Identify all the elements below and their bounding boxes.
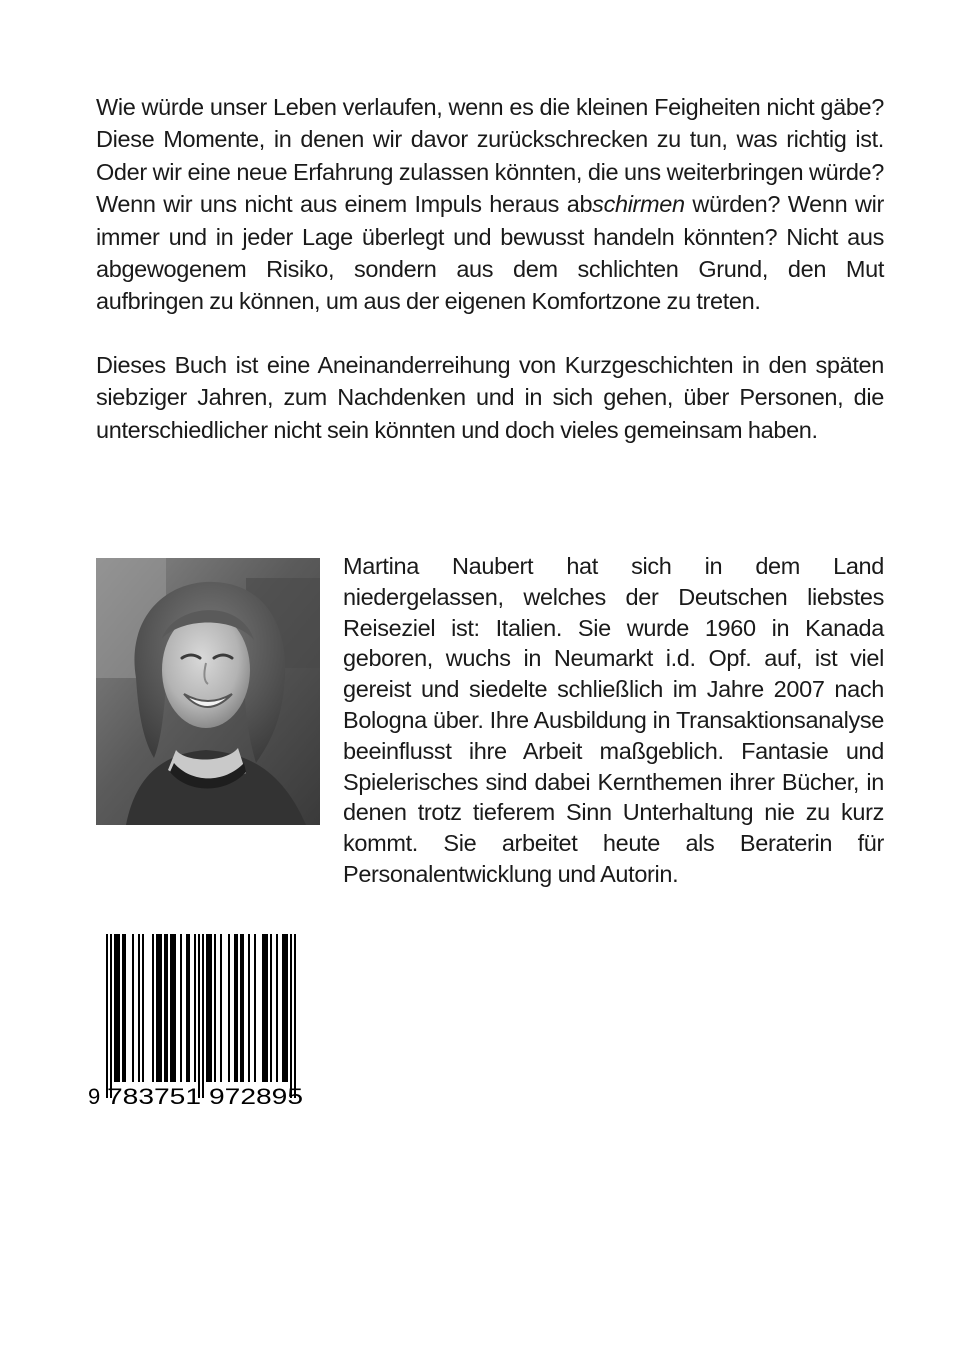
barcode-bar	[228, 934, 230, 1082]
blurb-paragraph-2: Dieses Buch ist eine Aneinanderreihung von Kurzgeschichten in den späten siebziger Jahren, zum Nachdenken und in sich gehen, über Personen, die unterschiedlicher nicht sein könnten und doch vieles gemeinsam haben.	[96, 352, 884, 443]
barcode-bar	[166, 934, 168, 1082]
barcode-bar	[234, 934, 236, 1082]
barcode-bar	[172, 934, 174, 1082]
barcode-bar	[284, 934, 286, 1082]
barcode-bar	[164, 934, 166, 1082]
barcode-bar	[116, 934, 118, 1082]
barcode-bar	[122, 934, 124, 1082]
barcode-bar	[294, 934, 296, 1098]
barcode-bar	[156, 934, 158, 1082]
barcode-bar	[214, 934, 216, 1082]
isbn-barcode	[86, 934, 318, 1110]
barcode-bar	[110, 934, 112, 1098]
barcode-bar	[106, 934, 108, 1098]
barcode-bar	[208, 934, 210, 1082]
barcode-bar	[188, 934, 190, 1082]
barcode-bar	[276, 934, 278, 1082]
blurb-emphasis: schirmen	[592, 191, 685, 218]
blurb-text-start: Wie würde unser Leben verlaufen, wenn es die kleinen Feigheiten nicht gäbe? Diese Momente, in denen wir davor zurückschrecken zu tun, was richtig ist. Oder wir eine neue Erfahrung zulassen könnten, die uns weiterbringen würde? Wenn wir uns nicht aus einem Impuls heraus ab	[96, 94, 884, 218]
barcode-bar	[210, 934, 212, 1082]
barcode-bar	[142, 934, 144, 1082]
barcode-right-group: 972895	[209, 1084, 303, 1109]
barcode-bar	[282, 934, 284, 1082]
blurb-text-end: würden? Wenn wir immer und in jeder Lage überlegt und bewusst handeln könnten? Nicht aus abgewogenem Risiko, sondern aus dem schlichten Grund, den Mut aufbringen zu können, um aus der eigenen Komfortzone zu treten.	[96, 191, 884, 315]
barcode-bar	[152, 934, 154, 1082]
barcode-bar	[170, 934, 172, 1082]
barcode-bar	[264, 934, 266, 1082]
barcode-bar	[198, 934, 200, 1098]
barcode-bar	[266, 934, 268, 1082]
barcode-bar	[202, 934, 204, 1098]
barcode-bar	[270, 934, 272, 1082]
barcode-bar	[186, 934, 188, 1082]
barcode-bar	[160, 934, 162, 1082]
barcode-bar	[262, 934, 264, 1082]
blurb-paragraph-1	[96, 91, 884, 318]
author-bio: Martina Naubert hat sich in dem Land niedergelassen, welches der Deutschen liebstes Reiseziel ist: Italien. Sie wurde 1960 in Kanada geboren, wuchs in Neumarkt i.d. Opf. auf, ist viel gereist und siedelte schließlich im Jahre 2007 nach Bologna über. Ihre Ausbildung in Transaktionsanalyse beeinflusst ihre Arbeit maßgeblich. Fantasie und Spielerisches sind dabei Kernthemen ihrer Bücher, in denen trotz tieferem Sinn Unterhaltung nie zu kurz kommt. Sie arbeitet heute als Beraterin für Personalentwicklung und Autorin.	[343, 553, 884, 887]
barcode-bar	[248, 934, 250, 1082]
barcode-bar	[220, 934, 222, 1082]
barcode-first-digit: 9	[88, 1084, 101, 1109]
barcode-bar	[158, 934, 160, 1082]
barcode-bar	[114, 934, 116, 1082]
barcode-bar	[118, 934, 120, 1082]
barcode-bar	[174, 934, 176, 1082]
barcode-bar	[242, 934, 244, 1082]
barcode-bar	[254, 934, 256, 1082]
barcode-bar	[132, 934, 134, 1082]
barcode-bar	[240, 934, 242, 1082]
barcode-bar	[124, 934, 126, 1082]
author-photo	[96, 558, 320, 825]
barcode-left-group: 783751	[107, 1084, 201, 1109]
barcode-bar	[194, 934, 196, 1082]
barcode-bar	[236, 934, 238, 1082]
barcode-bar	[180, 934, 182, 1082]
barcode-bar	[138, 934, 140, 1082]
barcode-bar	[206, 934, 208, 1082]
barcode-bar	[290, 934, 292, 1098]
barcode-bar	[286, 934, 288, 1082]
